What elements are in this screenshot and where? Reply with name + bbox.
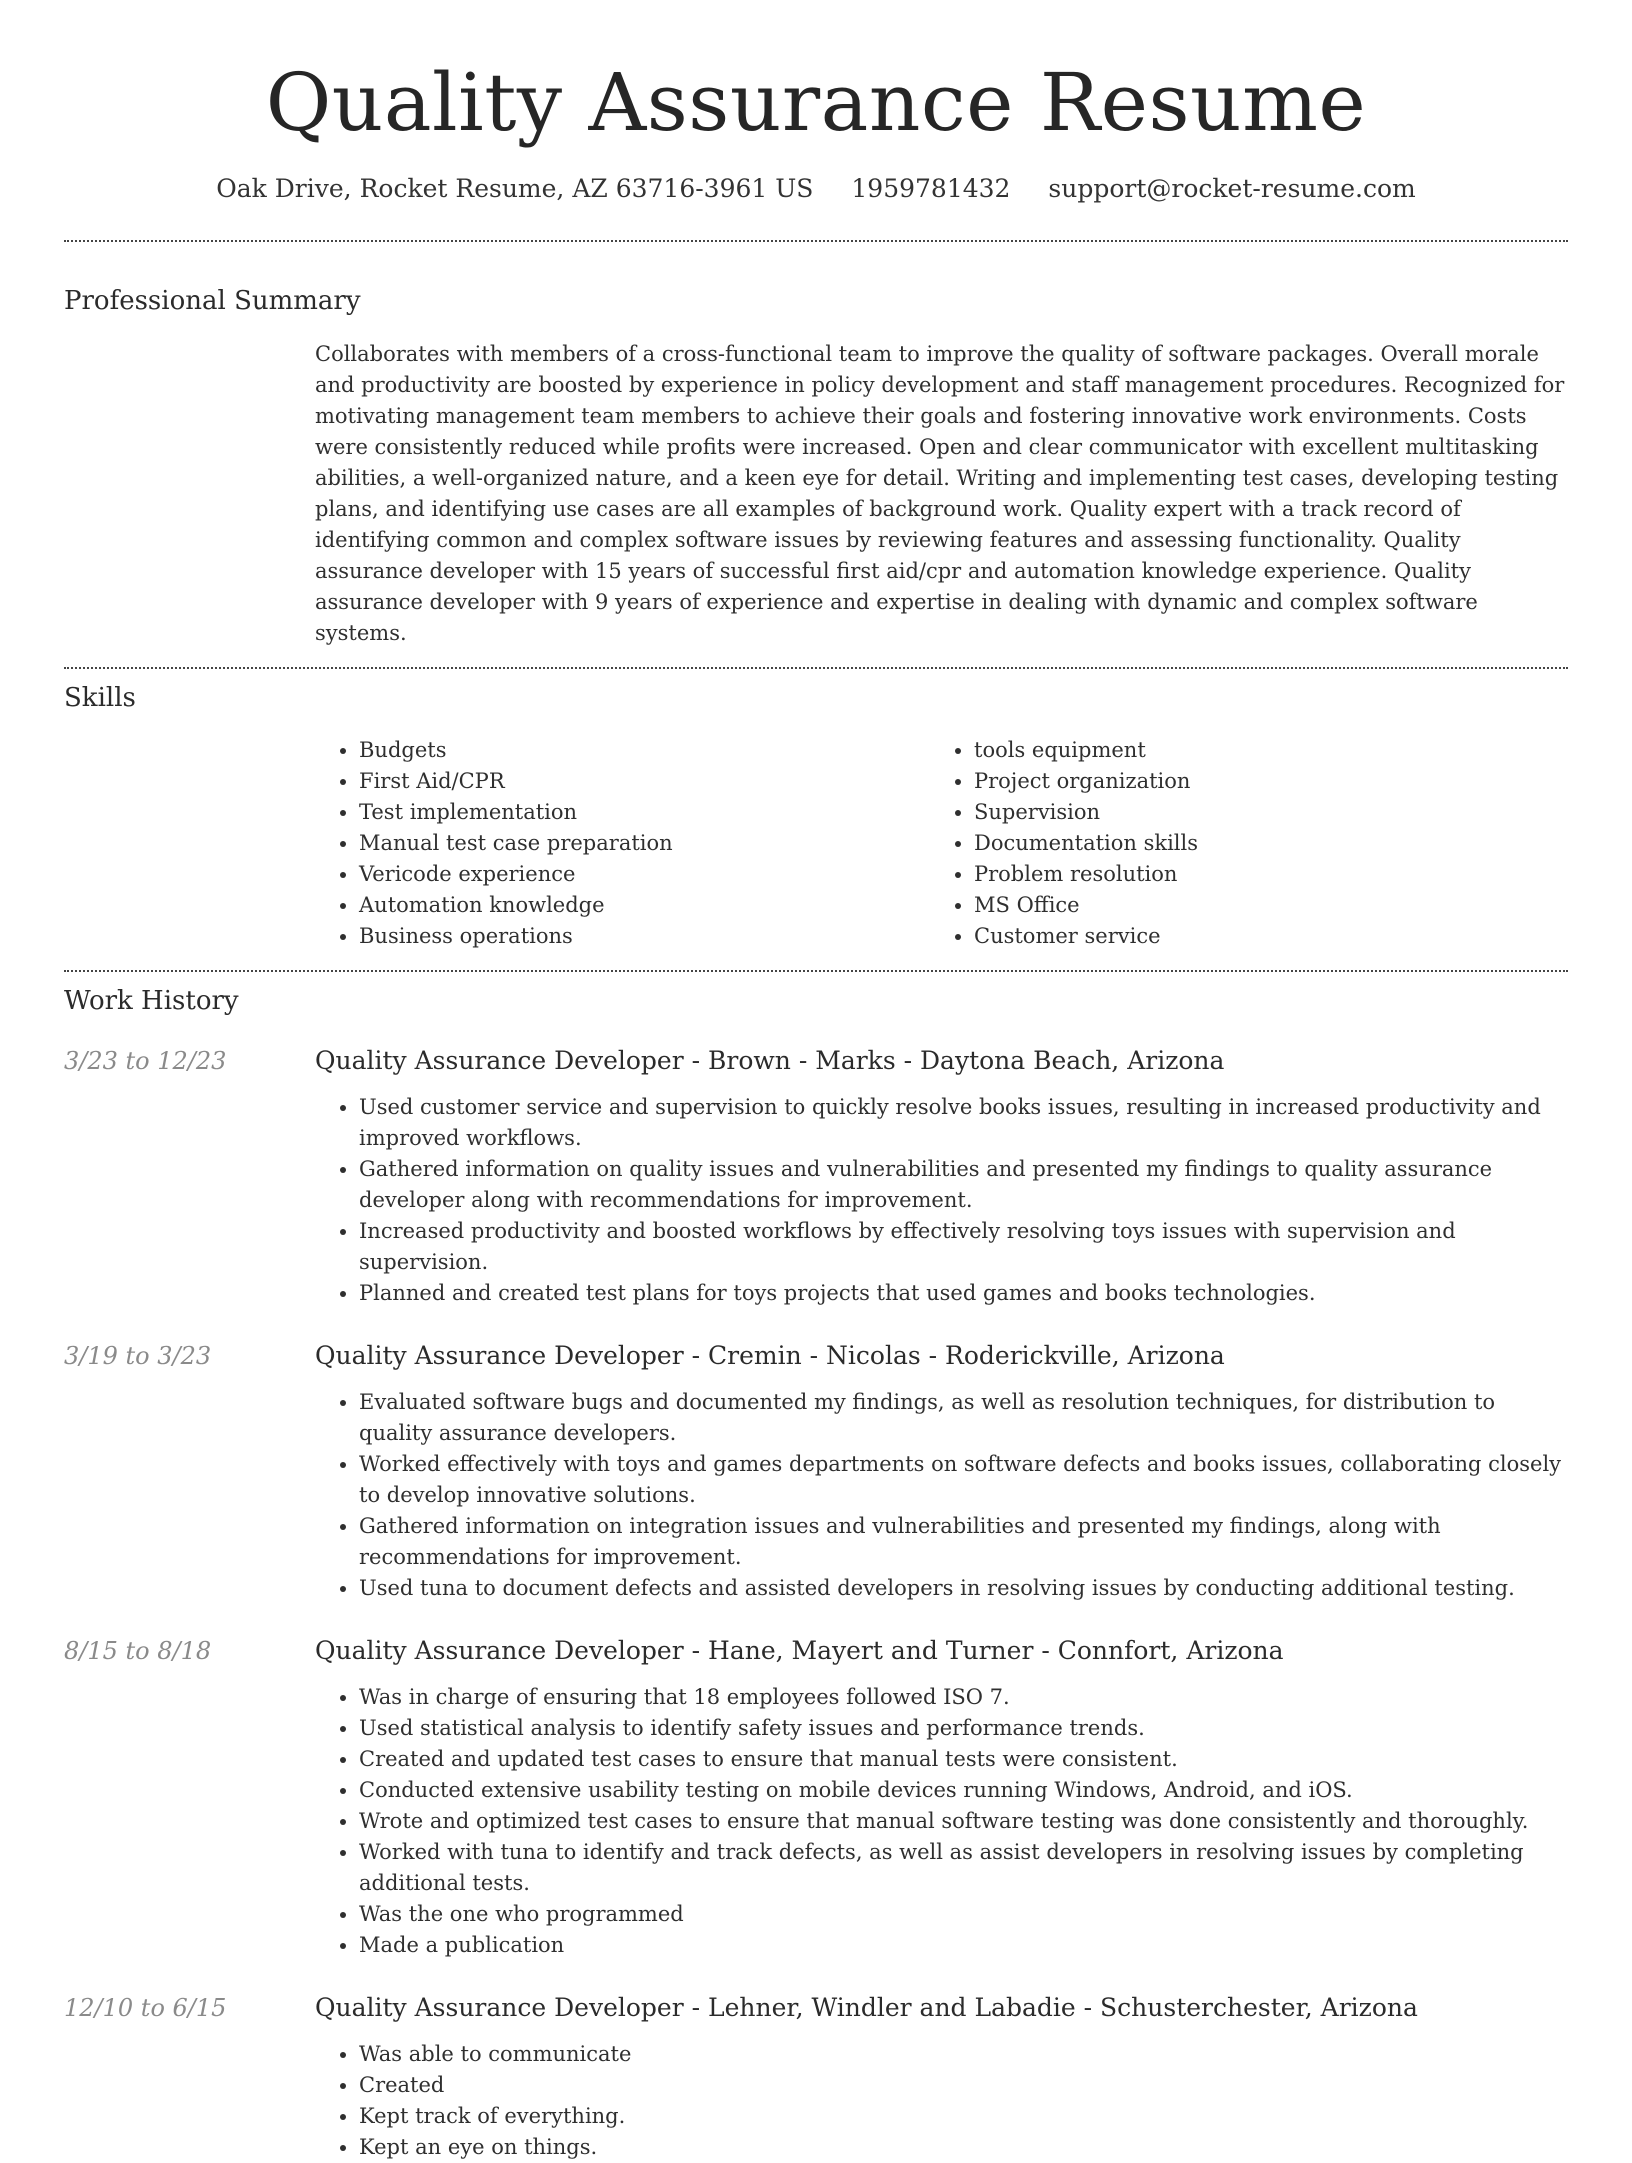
list-item: • Manual test case preparation	[359, 828, 930, 859]
job-dates: 3/23 to 12/23	[64, 1047, 227, 1075]
job-dates: 12/10 to 6/15	[64, 1994, 227, 2022]
list-item: • Worked with tuna to identify and track defects, as well as assist developers in resolving issues by completing additional tests.	[359, 1837, 1568, 1899]
list-item: • Created and updated test cases to ensure that manual tests were consistent.	[359, 1744, 1568, 1775]
job-bullets	[315, 1682, 1568, 1961]
job-bullets	[315, 2039, 1568, 2163]
summary-text: Collaborates with members of a cross-functional team to improve the quality of software packages. Overall morale and productivity are boosted by experience in policy development and staff management procedures. Recognized for motivating management team members to achieve their goals and fostering innovative work environments. Costs were consistently reduced while profits were increased. Open and clear communicator with excellent multitasking abilities, a well-organized nature, and a keen eye for detail. Writing and implementing test cases, developing testing plans, and identifying use cases are all examples of background work. Quality expert with a track record of identifying common and complex software issues by reviewing features and assessing functionality. Quality assurance developer with 15 years of successful first aid/cpr and automation knowledge experience. Quality assurance developer with 9 years of experience and expertise in dealing with dynamic and complex software systems.	[315, 342, 1565, 645]
job-dates: 8/15 to 8/18	[64, 1637, 212, 1665]
list-item: • Documentation skills	[974, 828, 1198, 859]
list-item: • Kept track of everything.	[359, 2101, 1568, 2132]
list-item: • Wrote and optimized test cases to ensure that manual software testing was done consistently and thoroughly.	[359, 1806, 1568, 1837]
skills-column-right	[930, 735, 1198, 952]
job-heading: Quality Assurance Developer - Hane, Mayert and Turner - Connfort, Arizona	[315, 1636, 1284, 1665]
resume-name: Quality Assurance Resume	[265, 56, 1367, 149]
job-entry	[64, 1044, 1568, 1309]
section-divider	[64, 240, 1568, 242]
list-item: • Created	[359, 2070, 1568, 2101]
list-item: • Budgets	[359, 735, 930, 766]
contact-phone: 1959781432	[851, 174, 1011, 203]
job-heading: Quality Assurance Developer - Lehner, Windler and Labadie - Schusterchester, Arizona	[315, 1993, 1418, 2022]
contact-line	[64, 172, 1568, 206]
list-item: • Business operations	[359, 921, 930, 952]
contact-address: Oak Drive, Rocket Resume, AZ 63716-3961 US	[216, 174, 814, 203]
job-entry	[64, 1339, 1568, 1604]
list-item: • Increased productivity and boosted workflows by effectively resolving toys issues with supervision and supervision.	[359, 1216, 1568, 1278]
job-heading: Quality Assurance Developer - Cremin - Nicolas - Roderickville, Arizona	[315, 1341, 1225, 1370]
list-item: • Gathered information on integration issues and vulnerabilities and presented my findings, along with recommendations for improvement.	[359, 1511, 1568, 1573]
job-heading: Quality Assurance Developer - Brown - Marks - Daytona Beach, Arizona	[315, 1046, 1225, 1075]
list-item: • Made a publication	[359, 1930, 1568, 1961]
list-item: • Used tuna to document defects and assisted developers in resolving issues by conducting additional testing.	[359, 1573, 1568, 1604]
list-item: • Vericode experience	[359, 859, 930, 890]
job-bullets	[315, 1092, 1568, 1309]
summary-heading: Professional Summary	[64, 286, 361, 316]
contact-email: support@rocket-resume.com	[1048, 174, 1416, 203]
job-dates: 3/19 to 3/23	[64, 1342, 212, 1370]
skills-column-left	[315, 735, 930, 952]
list-item: • Conducted extensive usability testing on mobile devices running Windows, Android, and iOS.	[359, 1775, 1568, 1806]
job-details	[315, 1991, 1568, 2163]
list-item: • Customer service	[974, 921, 1198, 952]
list-item: • Used customer service and supervision to quickly resolve books issues, resulting in increased productivity and improved workflows.	[359, 1092, 1568, 1154]
list-item: • Evaluated software bugs and documented my findings, as well as resolution techniques, for distribution to quality assurance developers.	[359, 1387, 1568, 1449]
list-item: • Gathered information on quality issues and vulnerabilities and presented my findings to quality assurance developer along with recommendations for improvement.	[359, 1154, 1568, 1216]
job-entry	[64, 1634, 1568, 1961]
skills-heading: Skills	[64, 683, 136, 713]
list-item: • First Aid/CPR	[359, 766, 930, 797]
job-entry	[64, 1991, 1568, 2163]
job-details	[315, 1044, 1568, 1309]
list-item: • Worked effectively with toys and games departments on software defects and books issues, collaborating closely to develop innovative solutions.	[359, 1449, 1568, 1511]
list-item: • Was able to communicate	[359, 2039, 1568, 2070]
list-item: • Test implementation	[359, 797, 930, 828]
list-item: • Was in charge of ensuring that 18 employees followed ISO 7.	[359, 1682, 1568, 1713]
job-bullets	[315, 1387, 1568, 1604]
list-item: • Used statistical analysis to identify safety issues and performance trends.	[359, 1713, 1568, 1744]
work-history-list	[64, 1044, 1568, 2163]
job-details	[315, 1634, 1568, 1961]
work-history-heading: Work History	[64, 986, 239, 1016]
section-divider	[64, 970, 1568, 972]
list-item: • MS Office	[974, 890, 1198, 921]
skills-grid	[315, 735, 1568, 952]
list-item: • Was the one who programmed	[359, 1899, 1568, 1930]
list-item: • tools equipment	[974, 735, 1198, 766]
section-divider	[64, 667, 1568, 669]
list-item: • Supervision	[974, 797, 1198, 828]
list-item: • Planned and created test plans for toys projects that used games and books technologies.	[359, 1278, 1568, 1309]
job-details	[315, 1339, 1568, 1604]
list-item: • Kept an eye on things.	[359, 2132, 1568, 2163]
list-item: • Problem resolution	[974, 859, 1198, 890]
list-item: • Project organization	[974, 766, 1198, 797]
list-item: • Automation knowledge	[359, 890, 930, 921]
